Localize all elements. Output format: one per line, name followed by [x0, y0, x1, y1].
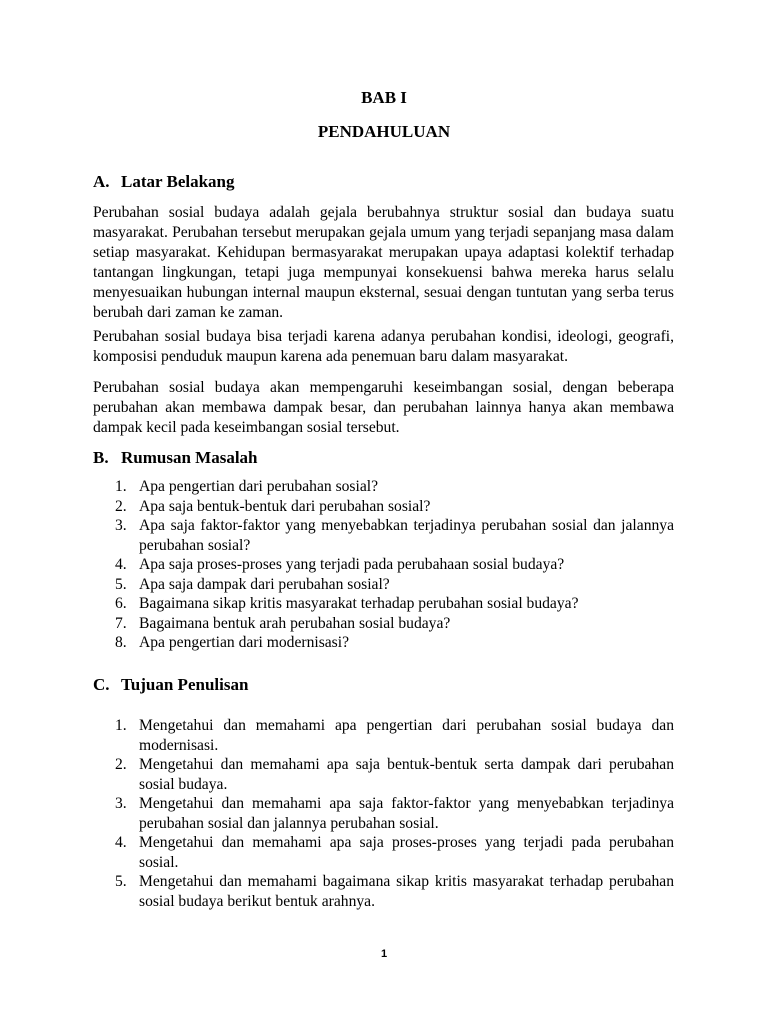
tujuan-penulisan-list: [93, 716, 674, 911]
paragraph-latar-2: Perubahan sosial budaya bisa terjadi karena adanya perubahan kondisi, ideologi, geografi, komposisi penduduk maupun karena ada penemuan baru dalam masyarakat.: [93, 328, 674, 365]
list-item: 3. Apa saja faktor-faktor yang menyebabkan terjadinya perubahan sosial dan jalannya perubahan sosial?: [115, 517, 674, 554]
paragraph-latar-1: Perubahan sosial budaya adalah gejala berubahnya struktur sosial dan budaya suatu masyarakat. Perubahan tersebut merupakan gejala umum yang terjadi sepanjang masa dalam setiap masyarakat. Kehidupan bermasyarakat merupakan upaya adaptasi kolektif terhadap tantangan lingkungan, tetapi juga mempunyai konsekuensi bahwa mereka harus selalu menyesuaikan hubungan internal maupun eksternal, sesuai dengan tuntutan yang serba terus berubah dari zaman ke zaman.: [93, 204, 674, 321]
section-title: Rumusan Masalah: [121, 448, 258, 467]
section-heading-rumusan-masalah: [93, 448, 258, 468]
list-item: 4. Mengetahui dan memahami apa saja proses-proses yang terjadi pada perubahan sosial.: [115, 834, 674, 871]
list-item: 7. Bagaimana bentuk arah perubahan sosial budaya?: [115, 614, 451, 632]
section-title: Latar Belakang: [121, 172, 235, 191]
section-letter: C.: [93, 675, 110, 694]
section-letter: B.: [93, 448, 109, 467]
chapter-title: PENDAHULUAN: [317, 122, 451, 141]
section-heading-tujuan-penulisan: [93, 675, 248, 695]
paragraph-latar-3: Perubahan sosial budaya akan mempengaruhi keseimbangan sosial, dengan beberapa perubahan akan membawa dampak besar, dan perubahan lainnya hanya akan membawa dampak kecil pada keseimbangan sosial tersebut.: [93, 379, 674, 436]
list-item: 4. Apa saja proses-proses yang terjadi pada perubahaan sosial budaya?: [115, 556, 565, 573]
page-number: 1: [380, 948, 388, 960]
list-item: 3. Mengetahui dan memahami apa saja faktor-faktor yang menyebabkan terjadinya perubahan sosial dan jalannya perubahan sosial.: [115, 795, 674, 832]
section-title: Tujuan Penulisan: [121, 675, 249, 694]
list-item: 5. Mengetahui dan memahami bagaimana sikap kritis masyarakat terhadap perubahan sosial budaya berikut bentuk arahnya.: [115, 873, 674, 910]
list-item: 6. Bagaimana sikap kritis masyarakat terhadap perubahan sosial budaya?: [115, 595, 579, 612]
list-item: 8. Apa pengertian dari modernisasi?: [115, 634, 350, 651]
list-item: 2. Mengetahui dan memahami apa saja bentuk-bentuk serta dampak dari perubahan sosial budaya.: [115, 756, 674, 793]
list-item: 5. Apa saja dampak dari perubahan sosial?: [115, 575, 390, 593]
list-item: 2. Apa saja bentuk-bentuk dari perubahan sosial?: [115, 497, 431, 515]
rumusan-masalah-list: [93, 477, 674, 653]
list-item: 1. Apa pengertian dari perubahan sosial?: [115, 478, 379, 495]
chapter-number: BAB I: [361, 88, 407, 107]
list-item: 1. Mengetahui dan memahami apa pengertian dari perubahan sosial budaya dan modernisasi.: [115, 717, 674, 754]
section-heading-latar-belakang: [93, 172, 235, 192]
section-letter: A.: [93, 172, 110, 191]
